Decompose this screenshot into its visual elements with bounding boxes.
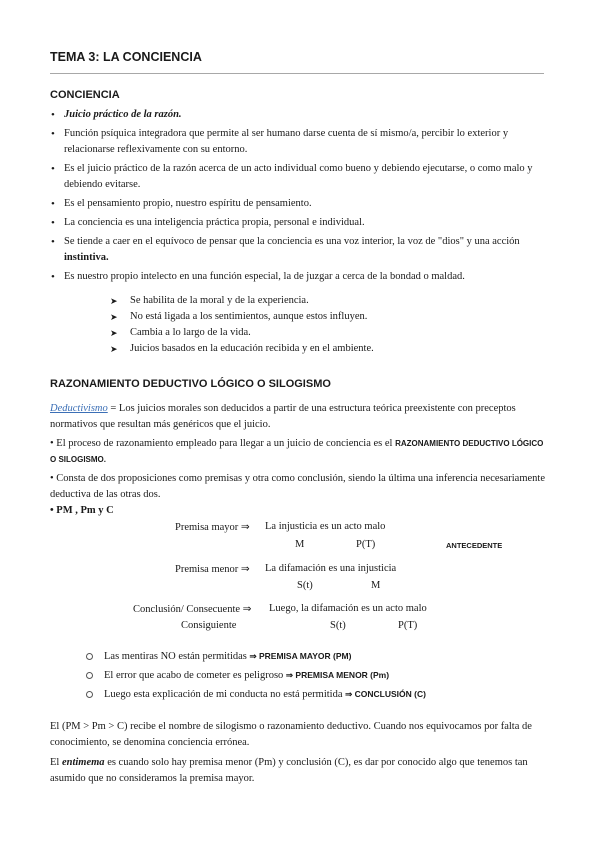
premisa-mayor-pt: P(T)	[356, 539, 376, 550]
pm-label: • PM , Pm y C	[50, 505, 114, 516]
arrow-list	[110, 293, 374, 357]
arrow-right-icon: ➤	[110, 312, 118, 322]
antecedente-label: ANTECEDENTE	[446, 541, 503, 550]
arrow-right-icon: ➤	[110, 296, 118, 306]
conclusion-st: S(t)	[330, 620, 346, 631]
conclusion-pt: P(T)	[398, 620, 418, 631]
entimema-paragraph: El entimema es cuando solo hay premisa menor (Pm) y conclusión (C), es dar por conocido algo que tenemos tan asumido que no consideramos la premisa mayor.	[50, 757, 528, 784]
premisa-mayor-m: M	[295, 539, 305, 550]
premisa-menor-m: M	[371, 580, 381, 591]
premisa-menor-st: S(t)	[297, 580, 313, 591]
list-item: • Función psíquica integradora que permite al ser humano darse cuenta de sí mismo/a, percibir lo exterior y relacionarse reflexivamente con su entorno.	[50, 126, 546, 158]
list-item: ➤ Se habilita de la moral y de la experiencia.	[110, 293, 374, 309]
list-item: • Es nuestro propio intelecto en una función especial, la de juzgar a cerca de la bondad o maldad.	[50, 269, 546, 285]
section-heading-conciencia: CONCIENCIA	[50, 89, 120, 101]
list-item: Luego esta explicación de mi conducta no está permitida ⇒ CONCLUSIÓN (C)	[86, 686, 426, 703]
page-title: TEMA 3: LA CONCIENCIA	[50, 50, 202, 64]
premisa-menor-text: La difamación es una injusticia	[265, 563, 397, 574]
circle-bullet-icon	[86, 672, 93, 679]
silogismo-paragraph: El (PM > Pm > C) recibe el nombre de silogismo o razonamiento deductivo. Cuando nos equivocamos por falta de conocimiento, se denomina conciencia errónea.	[50, 721, 532, 748]
deductivismo-link[interactable]: Deductivismo	[50, 403, 108, 414]
list-item: • Es el juicio práctico de la razón acerca de un acto individual como bueno y debiendo ejecutarse, o como malo y debiendo evitarse.	[50, 161, 546, 193]
conciencia-bullet-list	[50, 107, 546, 288]
list-item: • La conciencia es una inteligencia práctica propia, personal e individual.	[50, 215, 546, 231]
premisa-mayor-label: Premisa mayor ⇒	[175, 522, 250, 533]
premisa-menor-label: Premisa menor ⇒	[175, 564, 250, 575]
example-list	[86, 648, 426, 705]
list-item: ➤ No está ligada a los sentimientos, aunque estos influyen.	[110, 309, 374, 325]
list-item: ➤ Juicios basados en la educación recibida y en el ambiente.	[110, 341, 374, 357]
list-item: Las mentiras NO están permitidas ⇒ PREMISA MAYOR (PM)	[86, 648, 426, 665]
process-paragraph: • El proceso de razonamiento empleado para llegar a un juicio de conciencia es el RAZONAMIENTO DEDUCTIVO LÓGICO O SILOGISMO.	[50, 438, 544, 464]
list-item: • Juicio práctico de la razón.	[50, 107, 546, 123]
list-item: ➤ Cambia a lo largo de la vida.	[110, 325, 374, 341]
list-item: El error que acabo de cometer es peligroso ⇒ PREMISA MENOR (Pm)	[86, 667, 426, 684]
title-divider	[50, 73, 544, 74]
conclusion-label: Conclusión/ Consecuente ⇒	[133, 604, 252, 615]
list-item: • Es el pensamiento propio, nuestro espíritu de pensamiento.	[50, 196, 546, 212]
arrow-right-icon: ➤	[110, 344, 118, 354]
list-item: • Se tiende a caer en el equívoco de pensar que la conciencia es una voz interior, la voz de "dios" y una acción instintiva.	[50, 234, 546, 266]
deductivismo-definition: Deductivismo = Los juicios morales son deducidos a partir de una estructura teórica preexistente con preceptos normativos que resultan más genéricos que el juicio.	[50, 403, 516, 430]
propositions-paragraph: • Consta de dos proposiciones como premisas y otra como conclusión, siendo la última una inferencia necesariamente deductiva de las otras dos.	[50, 473, 545, 500]
section-heading-razonamiento: RAZONAMIENTO DEDUCTIVO LÓGICO O SILOGISMO	[50, 378, 331, 390]
premisa-mayor-text: La injusticia es un acto malo	[265, 521, 386, 532]
arrow-right-icon: ➤	[110, 328, 118, 338]
consiguiente-label: Consiguiente	[181, 620, 237, 631]
conclusion-text: Luego, la difamación es un acto malo	[269, 603, 427, 614]
circle-bullet-icon	[86, 691, 93, 698]
circle-bullet-icon	[86, 653, 93, 660]
